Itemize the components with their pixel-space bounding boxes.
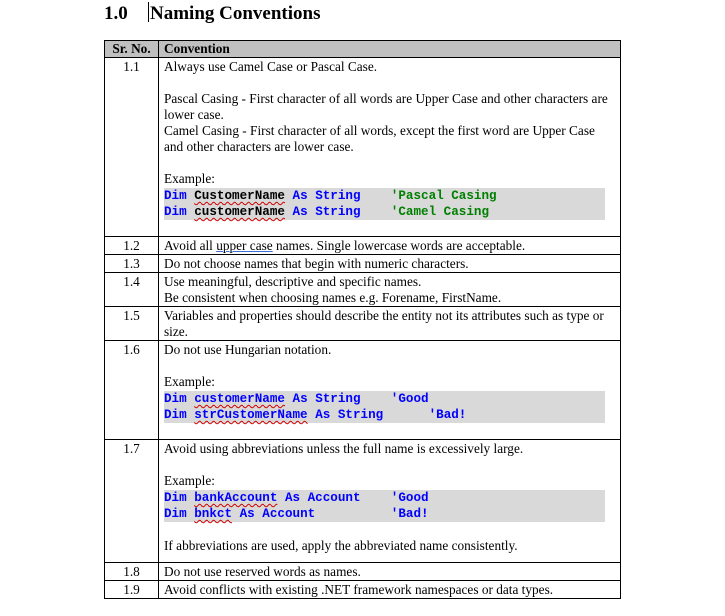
code-identifier: bankAccount [194,491,278,505]
code-keyword: As String [292,205,361,219]
row-number: 1.5 [105,307,159,341]
row-number: 1.3 [105,255,159,273]
row-convention [159,237,621,255]
code-keyword: Dim [164,205,187,219]
code-identifier: bnkct [194,507,233,521]
row-number: 1.7 [105,440,159,563]
example-label: Example: [164,473,215,488]
row-number: 1.6 [105,341,159,440]
row-number: 1.9 [105,581,159,599]
table-row [105,307,621,341]
code-keyword: As Account [284,491,361,505]
table-row [105,255,621,273]
row-convention [159,341,621,440]
row-convention: Avoid conflicts with existing .NET framework namespaces or data types. [159,581,621,599]
header-convention: Convention [159,41,621,58]
table-row [105,581,621,599]
code-block [164,490,605,522]
table-row [105,273,621,307]
code-keyword: As String [292,392,361,406]
code-identifier: customerName [194,392,285,406]
code-block [164,188,605,220]
convention-text: Do not use Hungarian notation. [164,342,332,357]
convention-text: names. Single lowercase words are acceptable. [272,238,526,253]
row-number: 1.8 [105,563,159,581]
row-number: 1.4 [105,273,159,307]
row-convention [159,273,621,307]
header-sr-no: Sr. No. [105,41,159,58]
code-comment: 'Good [390,491,429,505]
grammar-flagged-text: upper case [216,238,273,253]
section-title: Naming Conventions [150,3,321,24]
section-heading [104,2,321,25]
convention-text: Use meaningful, descriptive and specific names. [164,274,422,289]
code-comment: 'Bad! [390,507,429,521]
code-keyword: Dim [164,189,187,203]
code-comment: 'Pascal Casing [390,189,497,203]
code-identifier: CustomerName [194,189,285,203]
table-row [105,440,621,563]
example-label: Example: [164,374,215,389]
code-keyword: As Account [239,507,316,521]
table-row [105,58,621,237]
table-row [105,563,621,581]
code-keyword: As String [315,408,384,422]
row-convention [159,440,621,563]
camel-casing-text: Camel Casing - First character of all words, except the first word are Upper Case and other characters are lower case. [164,123,595,154]
convention-text: Be consistent when choosing names e.g. Forename, FirstName. [164,290,502,305]
table-header-row [105,41,621,58]
table-row [105,341,621,440]
section-number: 1.0 [104,3,128,24]
row-convention [159,58,621,237]
code-comment: 'Bad! [428,408,467,422]
table-row [105,237,621,255]
row-convention: Variables and properties should describe the entity not its attributes such as type or size. [159,307,621,341]
code-identifier: strCustomerName [194,408,308,422]
convention-text: Avoid all [164,238,217,253]
pascal-casing-text: Pascal Casing - First character of all words are Upper Case and other characters are lower case. [164,91,608,122]
code-comment: 'Camel Casing [390,205,490,219]
code-block [164,391,605,423]
convention-text: If abbreviations are used, apply the abbreviated name consistently. [164,538,518,553]
convention-text: Avoid using abbreviations unless the full name is excessively large. [164,441,524,456]
conventions-table [104,40,621,599]
code-keyword: As String [292,189,361,203]
convention-text: Always use Camel Case or Pascal Case. [164,59,378,74]
row-convention: Do not choose names that begin with numeric characters. [159,255,621,273]
row-number: 1.2 [105,237,159,255]
row-convention: Do not use reserved words as names. [159,563,621,581]
code-keyword: Dim [164,491,187,505]
code-keyword: Dim [164,392,187,406]
row-number: 1.1 [105,58,159,237]
text-cursor [148,2,149,22]
example-label: Example: [164,171,215,186]
code-identifier: customerName [194,205,285,219]
code-comment: 'Good [390,392,429,406]
code-keyword: Dim [164,507,187,521]
code-keyword: Dim [164,408,187,422]
